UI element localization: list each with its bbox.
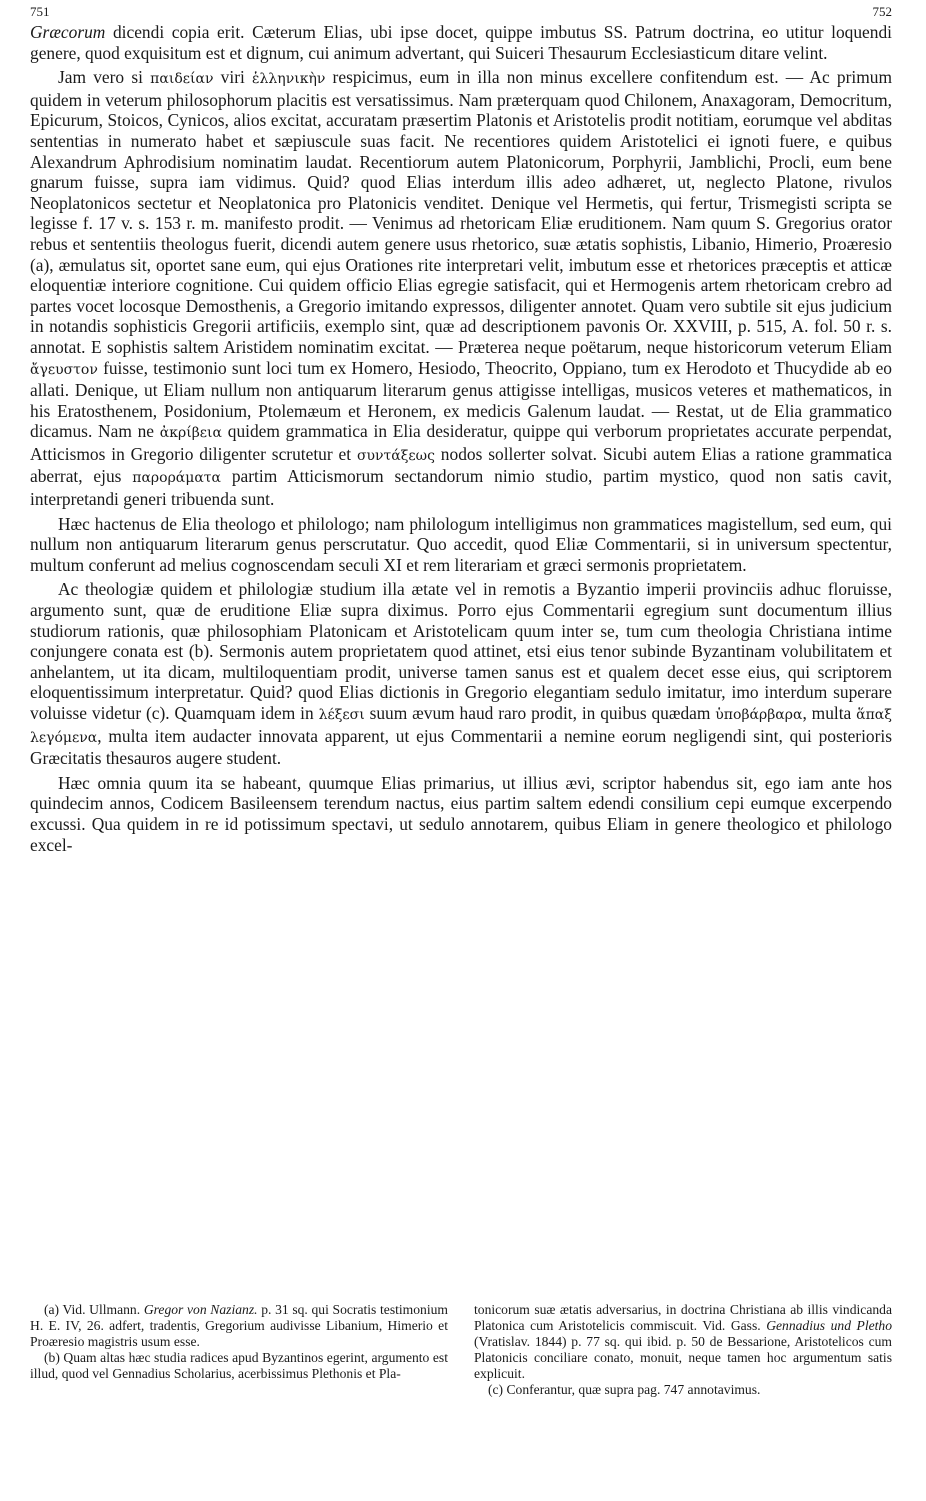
text-run: (a) Vid. Ullmann. bbox=[44, 1302, 144, 1317]
text-run: quidem grammatica in Elia desideratur, quippe qui verborum proprietates accurate perpendat, Atticismos in Gregorio diligenter scrutetur et bbox=[30, 421, 892, 464]
footnote-c bbox=[474, 1382, 892, 1398]
text-run: (Vratislav. 1844) p. 77 sq. qui ibid. p. 50 de Bessarione, Aristotelicos cum Platonicis conciliare conato, monuit, neque tamen hoc argumentum satis explicuit. bbox=[474, 1334, 892, 1381]
text-run: partim Atticismorum sectandorum nimio studio, partim mystico, quod non satis cavit, interpretandi generi tribuenda sunt. bbox=[30, 466, 892, 510]
text-run: suum ævum haud raro prodit, in quibus quædam bbox=[364, 703, 716, 723]
greek-term: ἄγευστον bbox=[30, 361, 98, 378]
text-run: Hæc omnia quum ita se habeant, quumque Elias primarius, ut illius ævi, scriptor habendus sit, ego iam ante hos quindecim annos, Codicem Basileensem terendum nactus, eius partim saltem edendi consilium cepi eumque excerpendo excussi. Qua quidem in re id potissimum spectavi, ut sedulo annotarem, quibus Eliam in genere theologico et philologo excel- bbox=[30, 772, 892, 855]
greek-term: συντάξεως bbox=[356, 447, 435, 464]
greek-term: ἑλληνικὴν bbox=[252, 71, 326, 88]
text-run: respicimus, eum in illa non minus excellere confitendum est. — Ac primum quidem in veterum philosophorum placitis est versatissimus. Nam præterquam quod Chilonem, Anaxagoram, Democritum, Epicurum, Stoicos, Cynicos, alios excitat, accuratam præsertim Platonis et Aristotelis prodit notitiam, eorumque vel abditas sententias in numerato habet et sæpiuscule suas facit. Ne recentiores quidem Aristotelici ei ignoti fuere, e quibus Alexandrum Aphrodisium nominatim laudat. Recentiorum autem Platonicorum, Porphyrii, Jamblichi, Procli, eum bene gnarum fuisse, supra iam vidimus. Quid? quod Elias interdum illis adeo adhæret, ut, neglecto Platone, rivulos Neoplatonicos sectetur et Neoplatonica pro Platonicis venditet. Denique vel Hermetis, qui fertur, Trismegisti scripta se legisse f. 17 v. s. 153 r. m. manifesto prodit. — Venimus ad rhetoricam Eliæ eruditionem. Nam quum S. Gregorius orator rebus et sententiis theologus fuerit, dicendi autem genere usus rhetorico, suæ ætatis sophistis, Libanio, Himerio, Proæresio (a), æmulatus sit, oportet sane eum, qui ejus Orationes rite interpretari velit, imbutum esse et rhetorices præceptis et atticæ eloquentiæ interiore cognitione. Cui quidem officio Elias egregie satisfacit, qui et Hermogenis artem rhetoricam crebro ad partes vocet locosque Demosthenis, a Gregorio imitando expressos, diligenter annotet. Quam vero subtile sit ejus judicium in notandis sophisticis Gregorii artificiis, exemplo sint, quæ ad descriptionem pavonis Or. XXVIII, p. 515, A. fol. 50 r. s. annotat. E sophistis saltem Aristidem nominatim excitat. — Præterea neque poëtarum, neque historicorum veterum Eliam bbox=[30, 67, 892, 357]
greek-term: ἀκρίβεια bbox=[159, 425, 222, 442]
text-run: , multa item audacter innovata apparent, ut ejus Commentarii a nemine eorum negligendi sint, qui posterioris Græcitatis thesauros augere student. bbox=[30, 725, 892, 769]
greek-term: ἅπαξ λεγόμενα bbox=[30, 707, 892, 746]
text-run: , multa bbox=[802, 703, 857, 723]
footnote-a bbox=[30, 1302, 448, 1350]
footnote-b bbox=[30, 1350, 448, 1382]
paragraph-1 bbox=[30, 22, 892, 63]
body-text bbox=[30, 22, 892, 855]
page bbox=[30, 0, 892, 859]
paragraph-5 bbox=[30, 773, 892, 855]
text-run: Hæc hactenus de Elia theologo et philologo; nam philologum intelligimus non grammatices magistellum, sed eum, qui nullum non antiquarum literarum genus perscrutatur. Quo accedit, quod Eliæ Commentarii, si in universum spectentur, multum conferunt ad melius cognoscendam seculi XI et rem literariam et græci sermonis proprietatem. bbox=[30, 513, 892, 575]
greek-term: λέξεσι bbox=[318, 707, 365, 723]
paragraph-2 bbox=[30, 67, 892, 509]
italic-text: Græcorum bbox=[30, 22, 106, 42]
paragraph-3 bbox=[30, 514, 892, 576]
page-header bbox=[30, 0, 892, 22]
text-run: fuisse, testimonio sunt loci tum ex Homero, Hesiodo, Theocrito, Oppiano, tum ex Herodoto et Thucydide ab eo allati. Denique, ut Eliam nullum non antiquarum literarum genus attigisse intelligas, musicos veteres et mathematicos, in his Eratosthenem, Posidonium, Ptolemæum et Heronem, ex medicis Galenum laudat. — Restat, ut de Elia grammatico dicamus. Nam ne bbox=[30, 357, 892, 442]
paragraph-4 bbox=[30, 579, 892, 768]
page-number-left: 751 bbox=[30, 4, 50, 19]
footnotes-right-column bbox=[474, 1302, 892, 1398]
italic-text: Gennadius und Pletho bbox=[766, 1318, 892, 1333]
text-run: p. 31 sq. qui Socratis testimonium H. E. IV, 26. adfert, tradentis, Gregorium audivisse Libanium, Himerio et Proæresio magistris usum esse. bbox=[30, 1302, 448, 1349]
greek-term: παιδείαν bbox=[150, 71, 214, 88]
footnotes-left-column bbox=[30, 1302, 448, 1398]
text-run: nodos sollerter solvat. Sicubi autem Elias a ratione grammatica aberrat, ejus bbox=[30, 443, 892, 487]
text-run: dicendi copia erit. Cæterum Elias, ubi ipse docet, quippe imbutus SS. Patrum doctrina, eo utitur loquendi genere, quod exquisitum est et dignum, cui animum advertant, qui Suiceri Thesaurum Ecclesiasticum ditare velint. bbox=[30, 22, 892, 63]
greek-term: παροράματα bbox=[132, 470, 222, 487]
italic-text: Gregor von Nazianz. bbox=[143, 1302, 258, 1317]
page-number-right: 752 bbox=[872, 4, 892, 19]
text-run: (c) Conferantur, quæ supra pag. 747 annotavimus. bbox=[488, 1382, 761, 1397]
text-run: Ac theologiæ quidem et philologiæ studium illa ætate vel in remotis a Byzantio imperii provinciis adhuc floruisse, argumento sunt, quæ de eruditione Eliæ supra diximus. Porro ejus Commentarii egregium sunt documentum illius studiorum rationis, quæ philosophiam Platonicam et Aristotelicam quum inter se, tum cum theologia Christiana intime conjungere conata est (b). Sermonis autem proprietatem quod attinet, etsi eius tenor subinde Byzantinam volubilitatem et anhelantem, ut ita dicam, multiloquentiam prodit, universe tamen sanus est et qualem decet esse eius, qui scriptorem eloquentissimum interpretatur. Quid? quod Elias dictionis in Gregorio elegantiam sedulo imitatur, imo interdum superare voluisse videtur (c). Quamquam idem in bbox=[30, 579, 892, 723]
text-run: tonicorum suæ ætatis adversarius, in doctrina Christiana ab illis vindicanda Platonica cum Aristotelicis commiscuit. Vid. Gass. bbox=[474, 1302, 892, 1333]
footnote-b-continued bbox=[474, 1302, 892, 1382]
text-run: (b) Quam altas hæc studia radices apud Byzantinos egerint, argumento est illud, quod vel Gennadius Scholarius, acerbissimus Plethonis et Pla- bbox=[30, 1350, 448, 1381]
footnotes bbox=[30, 1302, 892, 1398]
text-run: Jam vero si bbox=[58, 67, 151, 88]
greek-term: ὑποβάρβαρα bbox=[715, 707, 803, 723]
text-run: viri bbox=[213, 67, 253, 88]
